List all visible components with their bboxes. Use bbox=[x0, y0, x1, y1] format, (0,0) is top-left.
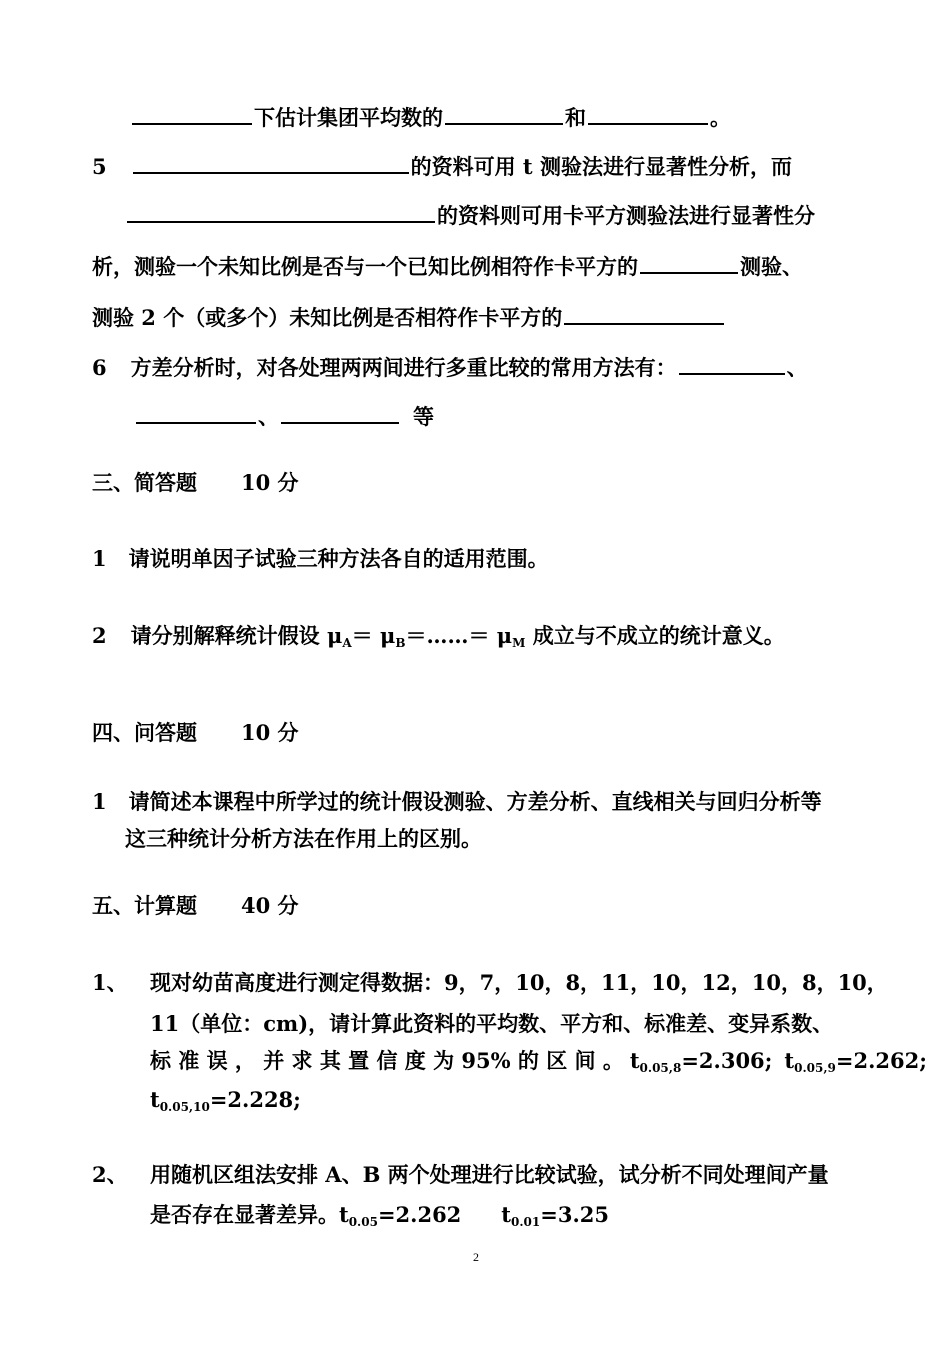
t-symbol: t bbox=[784, 1048, 795, 1073]
subscript: 0.01 bbox=[511, 1215, 541, 1229]
subscript: 0.05,10 bbox=[159, 1100, 210, 1114]
sec5-q2-line-2 bbox=[150, 1200, 609, 1230]
answer-blank[interactable] bbox=[132, 101, 252, 125]
sec5-q1-line-1 bbox=[150, 968, 888, 998]
text: 。 bbox=[710, 105, 731, 130]
text: 是否存在显著差异。 bbox=[150, 1202, 339, 1227]
section-title: 三、简答题 bbox=[92, 470, 197, 495]
critical-value: =2.306; bbox=[681, 1048, 773, 1073]
text: 现对幼苗高度进行测定得数据：9，7，10，8，11，10，12，10，8，10， bbox=[150, 970, 888, 995]
subscript: 0.05,8 bbox=[639, 1061, 682, 1075]
t-symbol: t bbox=[629, 1048, 640, 1073]
answer-blank[interactable] bbox=[445, 101, 563, 125]
text: 这三种统计分析方法在作用上的区别。 bbox=[125, 826, 482, 851]
sec5-q1-number bbox=[92, 968, 128, 998]
subscript: A bbox=[342, 636, 352, 650]
text: 标 准 误 ， 并 求 其 置 信 度 为 95% 的 区 间 。 bbox=[150, 1048, 624, 1073]
sec4-q1-line-1 bbox=[92, 787, 822, 817]
text: 析，测验一个未知比例是否与一个已知比例相符作卡平方的 bbox=[92, 254, 638, 279]
answer-blank[interactable] bbox=[127, 199, 435, 223]
page-number: 2 bbox=[473, 1250, 479, 1264]
subscript: 0.05 bbox=[348, 1215, 378, 1229]
answer-blank[interactable] bbox=[679, 351, 785, 375]
q6-line-1 bbox=[92, 351, 808, 383]
section-score: 10 分 bbox=[241, 720, 299, 745]
text: 用随机区组法安排 A、B 两个处理进行比较试验，试分析不同处理间产量 bbox=[150, 1162, 829, 1187]
text: 方差分析时，对各处理两两间进行多重比较的常用方法有： bbox=[130, 355, 677, 380]
section-3-heading bbox=[92, 468, 299, 498]
section-4-heading bbox=[92, 718, 299, 748]
answer-blank[interactable] bbox=[133, 150, 409, 174]
question-number: 2 bbox=[92, 623, 107, 648]
subscript: M bbox=[512, 636, 526, 650]
text: 测验 2 个（或多个）未知比例是否相符作卡平方的 bbox=[92, 305, 563, 330]
question-number: 2、 bbox=[92, 1162, 128, 1187]
text: 下估计集团平均数的 bbox=[254, 105, 443, 130]
critical-value: =2.262 bbox=[377, 1202, 462, 1227]
section-score: 10 分 bbox=[241, 470, 299, 495]
sec3-q2 bbox=[92, 621, 785, 651]
sec5-q1-line-3 bbox=[150, 1046, 927, 1076]
section-5-heading bbox=[92, 891, 299, 921]
text: 成立与不成立的统计意义。 bbox=[525, 623, 785, 648]
text: 和 bbox=[565, 105, 586, 130]
sec5-q1-line-4 bbox=[150, 1085, 301, 1115]
text: 、 bbox=[258, 404, 279, 429]
q4-tail-line bbox=[130, 101, 731, 133]
section-score: 40 分 bbox=[241, 893, 299, 918]
t-symbol: t bbox=[501, 1202, 511, 1227]
text: 、 bbox=[786, 355, 808, 380]
sec3-q1 bbox=[92, 544, 549, 574]
q5-line-4 bbox=[92, 301, 726, 333]
section-title: 五、计算题 bbox=[92, 893, 197, 918]
question-number: 5 bbox=[92, 154, 107, 179]
answer-blank[interactable] bbox=[640, 250, 738, 274]
question-number: 6 bbox=[92, 355, 107, 380]
text: 请分别解释统计假设 bbox=[130, 623, 327, 648]
text: ＝ bbox=[351, 623, 380, 648]
critical-value: =2.262; bbox=[835, 1048, 927, 1073]
question-number: 1、 bbox=[92, 970, 128, 995]
q5-line-1 bbox=[92, 150, 792, 182]
sec5-q2-number bbox=[92, 1160, 128, 1190]
text: ＝……＝ bbox=[405, 623, 497, 648]
q5-line-2 bbox=[125, 199, 815, 231]
question-number: 1 bbox=[92, 546, 107, 571]
critical-value: =3.25 bbox=[540, 1202, 609, 1227]
mu-symbol: μ bbox=[496, 623, 513, 648]
sec4-q1-line-2 bbox=[125, 824, 482, 854]
q5-line-3 bbox=[92, 250, 803, 282]
q6-line-2 bbox=[134, 400, 434, 432]
answer-blank[interactable] bbox=[281, 400, 399, 424]
text: 测验、 bbox=[740, 254, 803, 279]
critical-value: =2.228; bbox=[209, 1087, 301, 1112]
question-number: 1 bbox=[92, 789, 107, 814]
mu-symbol: μ bbox=[326, 623, 343, 648]
text: 等 bbox=[413, 404, 434, 429]
mu-symbol: μ bbox=[379, 623, 396, 648]
text: 请简述本课程中所学过的统计假设测验、方差分析、直线相关与回归分析等 bbox=[128, 789, 822, 814]
t-symbol: t bbox=[150, 1087, 160, 1112]
sec5-q1-line-2 bbox=[150, 1009, 833, 1039]
text: 请说明单因子试验三种方法各自的适用范围。 bbox=[128, 546, 549, 571]
answer-blank[interactable] bbox=[136, 400, 256, 424]
t-symbol: t bbox=[339, 1202, 349, 1227]
sec5-q2-line-1 bbox=[150, 1160, 829, 1190]
subscript: B bbox=[395, 636, 406, 650]
answer-blank[interactable] bbox=[588, 101, 708, 125]
subscript: 0.05,9 bbox=[794, 1061, 836, 1075]
text: 的资料可用 t 测验法进行显著性分析，而 bbox=[410, 154, 792, 179]
section-title: 四、问答题 bbox=[92, 720, 197, 745]
text: 的资料则可用卡平方测验法进行显著性分 bbox=[437, 203, 815, 228]
answer-blank[interactable] bbox=[564, 301, 724, 325]
text: 11（单位：cm)，请计算此资料的平均数、平方和、标准差、变异系数、 bbox=[150, 1011, 834, 1036]
